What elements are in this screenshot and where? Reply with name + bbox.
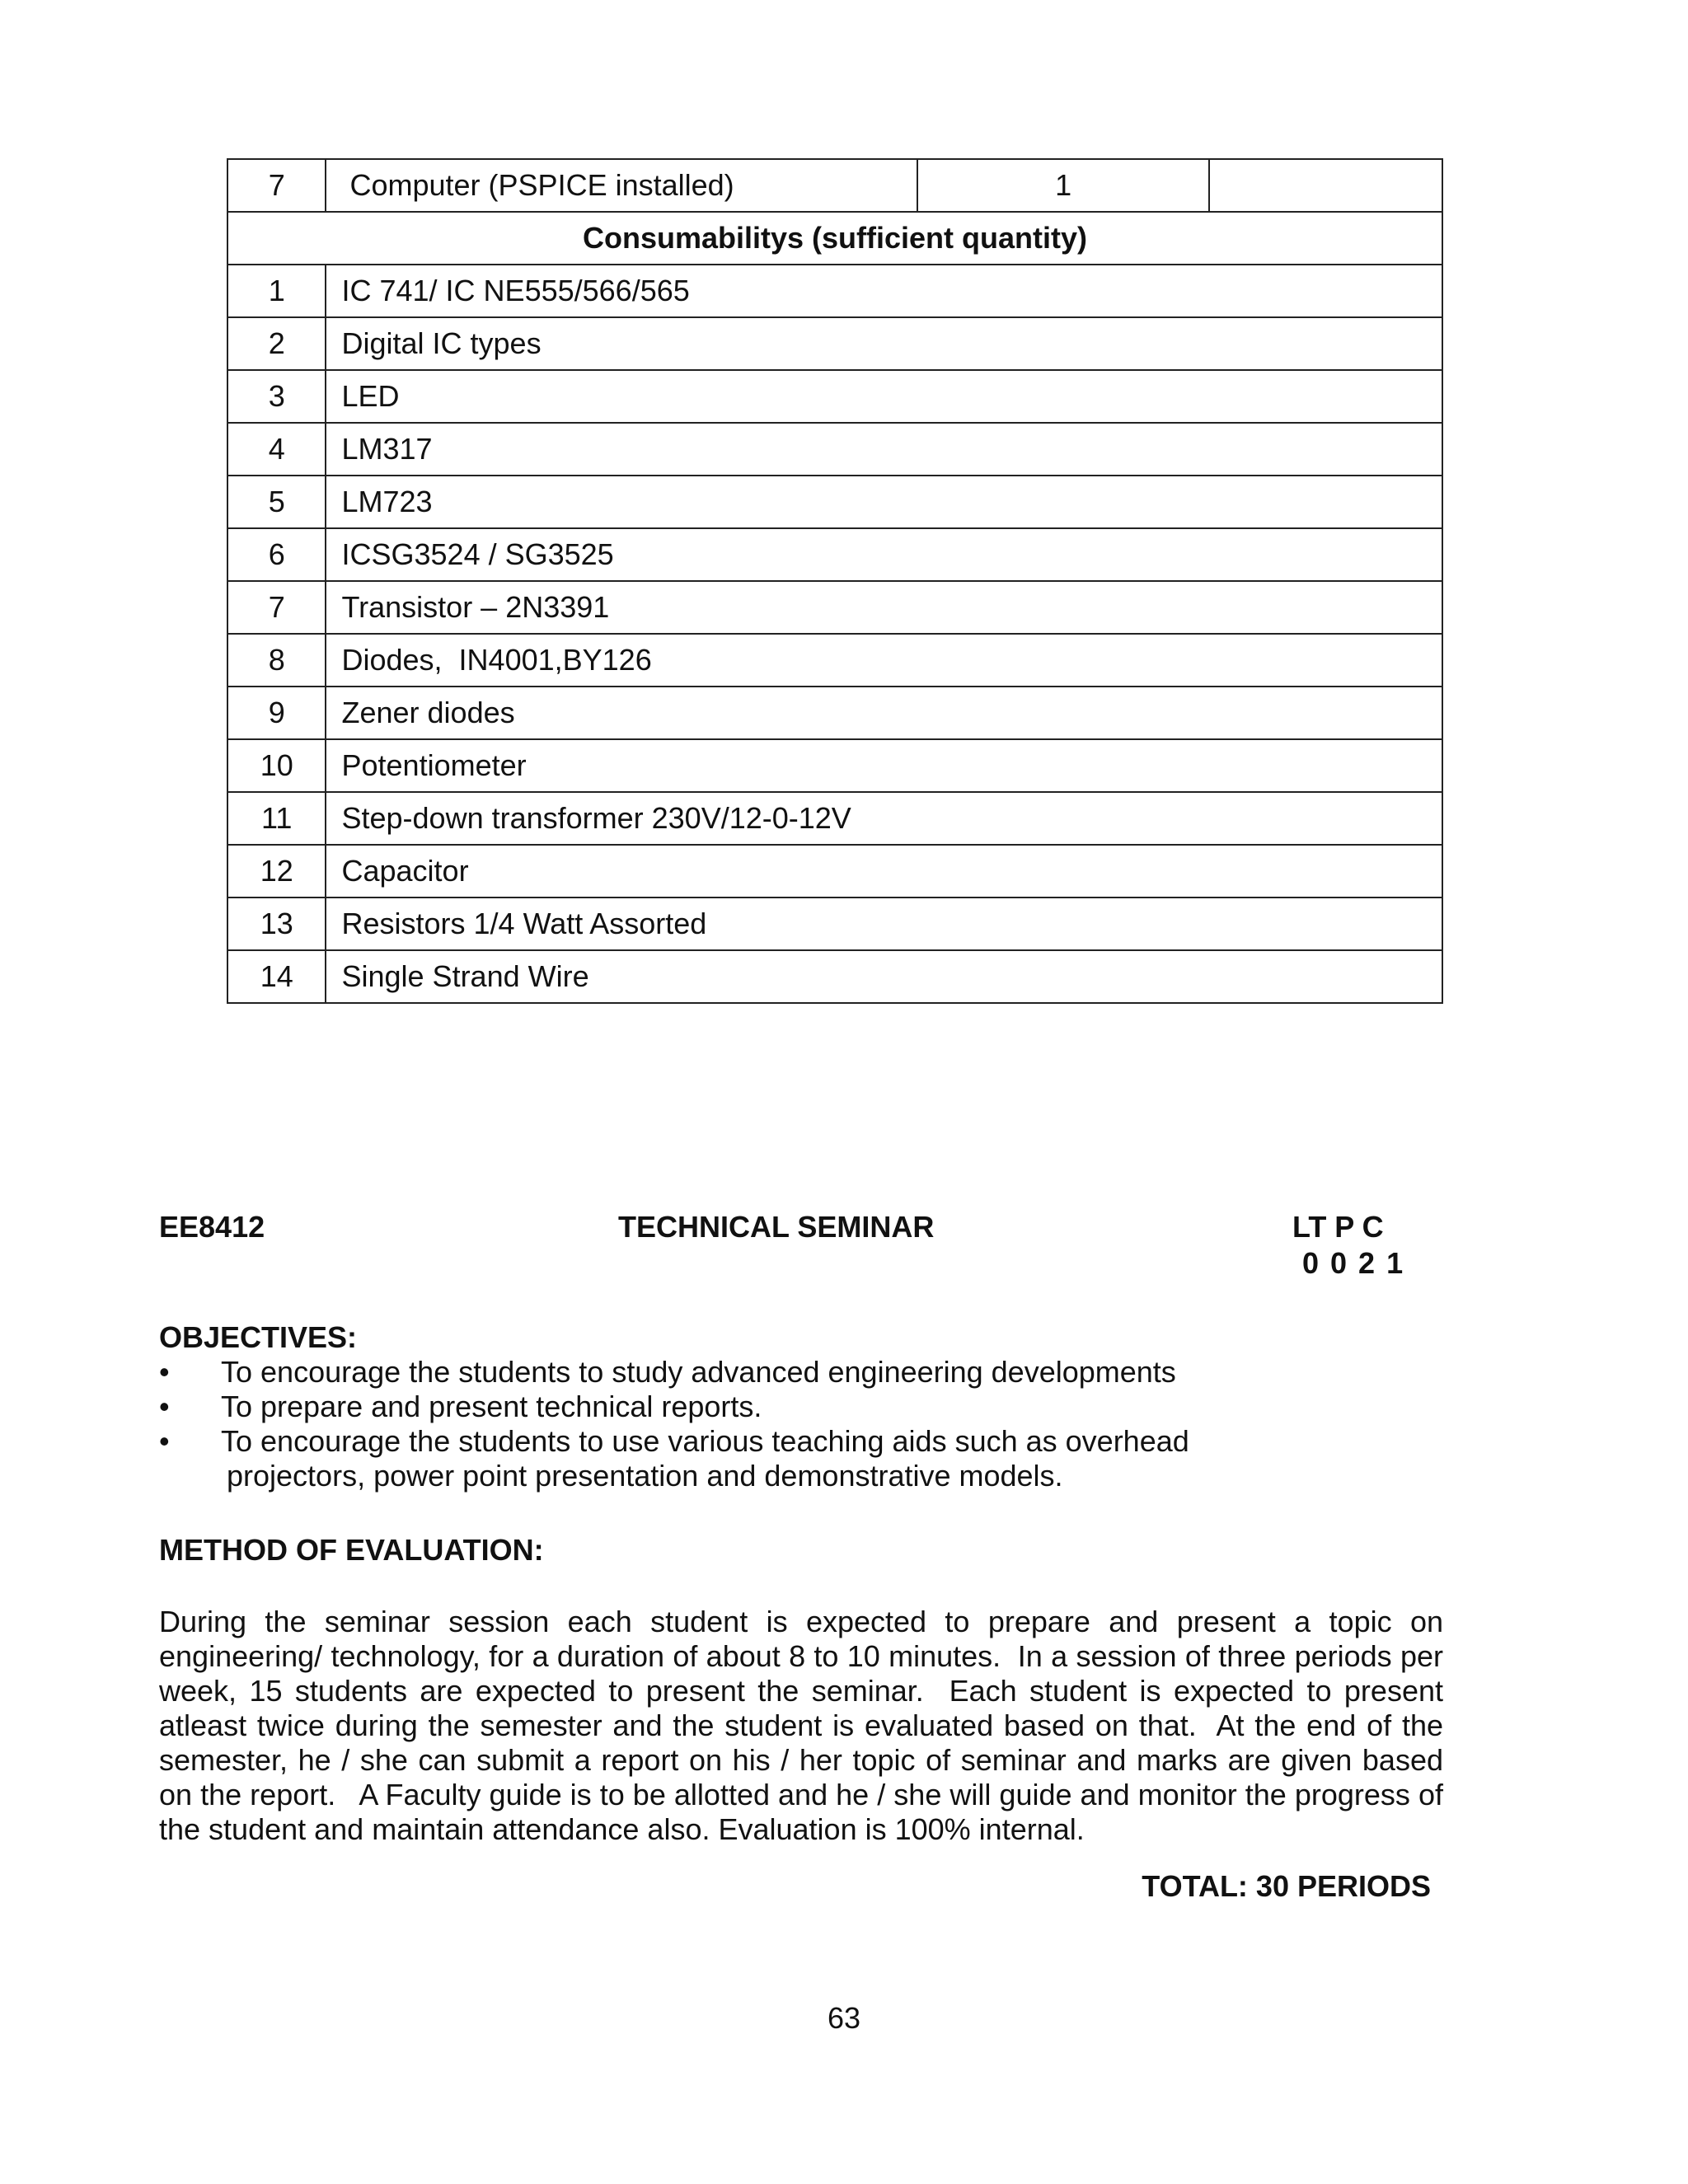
row-description: Potentiometer (326, 739, 1442, 792)
table-row (227, 581, 1442, 634)
table-row (227, 370, 1442, 423)
table-row (227, 898, 1442, 950)
evaluation-heading: METHOD OF EVALUATION: (159, 1533, 544, 1567)
table-row (227, 528, 1442, 581)
row-number: 13 (227, 898, 326, 950)
row-description: Resistors 1/4 Watt Assorted (326, 898, 1442, 950)
section-title: Consumabilitys (sufficient quantity) (227, 212, 1442, 265)
row-number: 7 (227, 159, 326, 212)
row-number: 7 (227, 581, 326, 634)
list-item (159, 1390, 1445, 1424)
table-row (227, 845, 1442, 898)
row-number: 12 (227, 845, 326, 898)
row-description: Transistor – 2N3391 (326, 581, 1442, 634)
row-description: IC 741/ IC NE555/566/565 (326, 265, 1442, 317)
row-description: Step-down transformer 230V/12-0-12V (326, 792, 1442, 845)
table-section-row (227, 212, 1442, 265)
row-number: 8 (227, 634, 326, 687)
bullet-icon: • (159, 1390, 170, 1423)
row-description: LED (326, 370, 1442, 423)
row-description: ICSG3524 / SG3525 (326, 528, 1442, 581)
row-description: Single Strand Wire (326, 950, 1442, 1003)
row-number: 14 (227, 950, 326, 1003)
table-row (227, 423, 1442, 476)
objectives-list (159, 1355, 1445, 1493)
table-row (227, 634, 1442, 687)
table-row (227, 265, 1442, 317)
row-description: LM723 (326, 476, 1442, 528)
row-number: 11 (227, 792, 326, 845)
row-description: Diodes, IN4001,BY126 (326, 634, 1442, 687)
row-description: Digital IC types (326, 317, 1442, 370)
table-row (227, 950, 1442, 1003)
row-quantity: 1 (917, 159, 1208, 212)
objective-text: To prepare and present technical reports. (221, 1390, 762, 1423)
objectives-heading: OBJECTIVES: (159, 1320, 358, 1354)
row-number: 2 (227, 317, 326, 370)
row-description: LM317 (326, 423, 1442, 476)
list-item (159, 1424, 1445, 1493)
row-number: 3 (227, 370, 326, 423)
row-description: Capacitor (326, 845, 1442, 898)
table-row (227, 159, 1442, 212)
row-description: Computer (PSPICE installed) (326, 159, 917, 212)
ltpc-label: LT P C (1292, 1210, 1384, 1244)
row-number: 9 (227, 687, 326, 739)
row-empty-cell (1209, 159, 1442, 212)
row-number: 6 (227, 528, 326, 581)
bullet-icon: • (159, 1424, 170, 1458)
objective-text: To encourage the students to study advanced engineering developments (221, 1355, 1176, 1389)
row-number: 4 (227, 423, 326, 476)
bullet-icon: • (159, 1355, 170, 1389)
page-number: 63 (827, 2001, 861, 2035)
table-row (227, 317, 1442, 370)
table-row (227, 476, 1442, 528)
course-code: EE8412 (159, 1210, 265, 1244)
evaluation-paragraph: During the seminar session each student is expected to prepare and present a topic on engineering/ technology, for a duration of about 8 to 10 minutes. In a session of three periods per week, 15 students are expected to present the seminar. Each student is expected to present atleast twice during the semester and the student is evaluated based on that. At the end of the semester, he / she can submit a report on his / her topic of seminar and marks are given based on the report. A Faculty guide is to be allotted and he / she will guide and monitor the progress of the student and maintain attendance also. Evaluation is 100% internal. (159, 1605, 1452, 1846)
ltpc-values: 0 0 2 1 (1302, 1246, 1405, 1280)
total-periods: TOTAL: 30 PERIODS (1142, 1869, 1431, 1903)
row-number: 1 (227, 265, 326, 317)
list-item (159, 1355, 1445, 1390)
table-row (227, 792, 1442, 845)
row-description: Zener diodes (326, 687, 1442, 739)
course-title: TECHNICAL SEMINAR (618, 1210, 935, 1244)
objective-text-continued: projectors, power point presentation and demonstrative models. (227, 1459, 1063, 1493)
objective-text: To encourage the students to use various teaching aids such as overhead (221, 1424, 1189, 1458)
table-row (227, 739, 1442, 792)
row-number: 10 (227, 739, 326, 792)
consumables-table (227, 158, 1443, 1004)
row-number: 5 (227, 476, 326, 528)
table-row (227, 687, 1442, 739)
